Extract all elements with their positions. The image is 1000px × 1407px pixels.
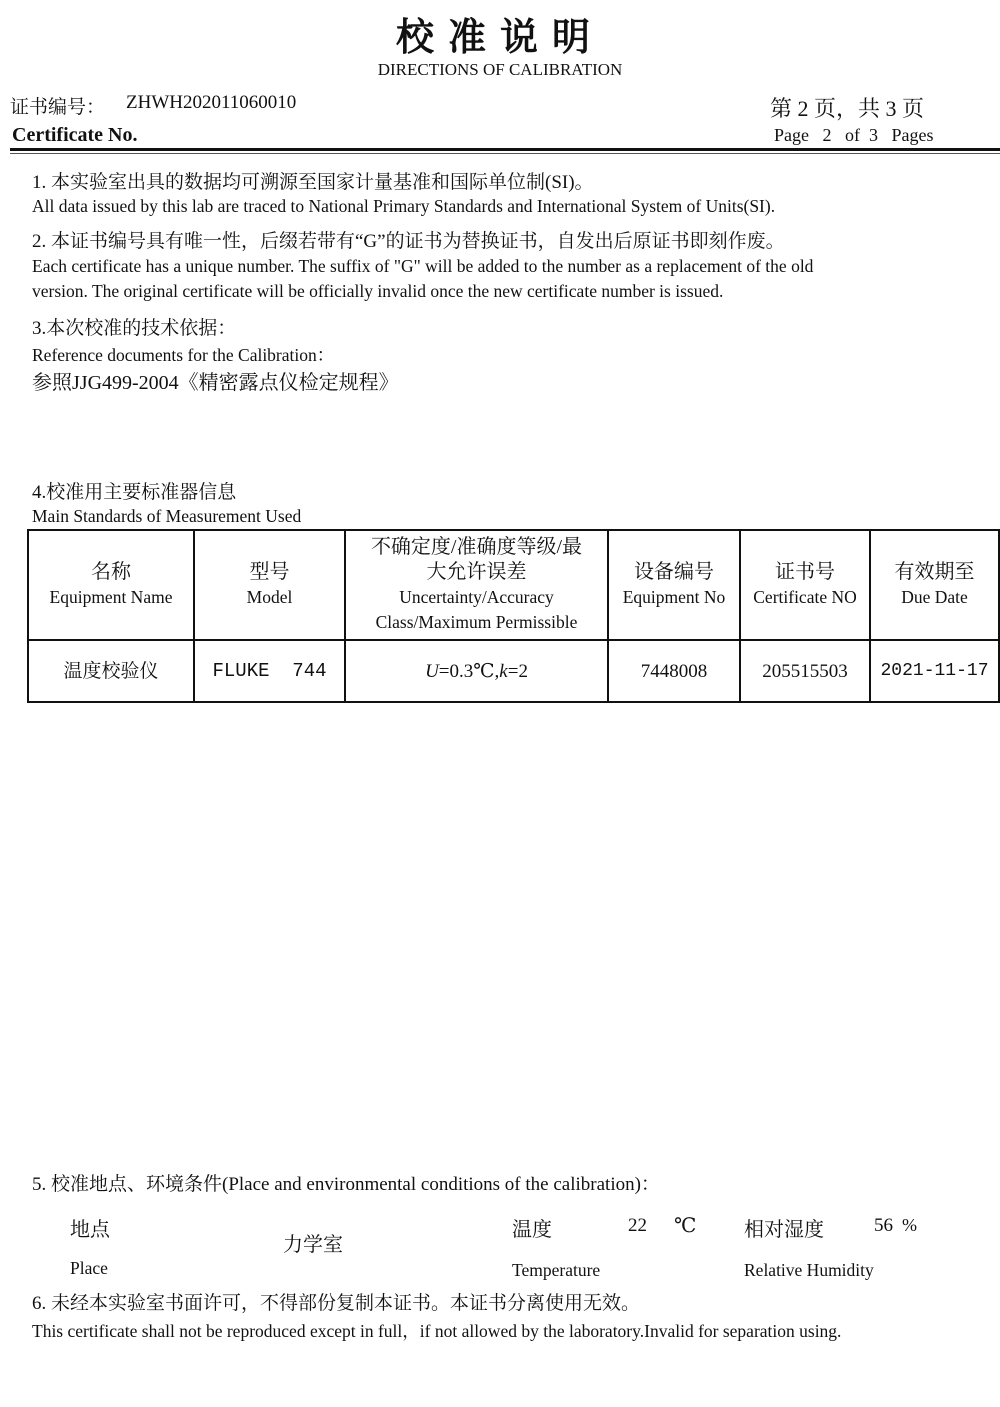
section-1-cn: 1. 本实验室出具的数据均可溯源至国家计量基准和国际单位制(SI)。	[32, 172, 594, 193]
header-divider-thin	[10, 153, 1000, 154]
section-4-en: Main Standards of Measurement Used	[32, 506, 302, 526]
humidity-value: 56	[874, 1215, 893, 1236]
section-3-cn: 3.本次校准的技术依据：	[32, 318, 237, 339]
section-1-en: All data issued by this lab are traced to National Primary Standards and International System of Units(SI).	[32, 196, 776, 216]
cell-model: FLUKE 744	[194, 640, 345, 702]
header-equipment-name: 名称 Equipment Name	[28, 530, 194, 640]
place-label-en: Place	[70, 1258, 108, 1278]
section-4-cn: 4.校准用主要标准器信息	[32, 482, 237, 503]
humidity-label-cn: 相对湿度	[744, 1219, 824, 1241]
header-divider	[10, 148, 1000, 151]
section-3-reference: 参照JJG499-2004《精密露点仪检定规程》	[32, 372, 399, 394]
section-3-en: Reference documents for the Calibration：	[32, 345, 335, 365]
standards-table	[27, 529, 1000, 703]
temperature-label-cn: 温度	[512, 1219, 552, 1241]
section-5-title: 5. 校准地点、环境条件(Place and environmental conditions of the calibration)：	[32, 1174, 660, 1195]
header-due-date: 有效期至 Due Date	[870, 530, 999, 640]
section-2-en-line-2: version. The original certificate will be officially invalid once the new certificate number is issued.	[32, 281, 724, 301]
page-indicator-en: Page 2 of 3 Pages	[774, 125, 934, 145]
cell-certificate-no: 205515503	[740, 640, 870, 702]
section-2-cn: 2. 本证书编号具有唯一性，后缀若带有“G”的证书为替换证书，自发出后原证书即刻作废。	[32, 231, 785, 252]
header-equipment-no: 设备编号 Equipment No	[608, 530, 740, 640]
table-header-row	[28, 530, 999, 640]
page-indicator-cn: 第 2 页，共 3 页	[770, 96, 925, 121]
header-certificate-no: 证书号 Certificate NO	[740, 530, 870, 640]
header-model: 型号 Model	[194, 530, 345, 640]
certificate-label-en: Certificate No.	[12, 124, 138, 146]
humidity-unit: %	[902, 1215, 917, 1235]
humidity-label-en: Relative Humidity	[744, 1260, 874, 1280]
header-uncertainty: 不确定度/准确度等级/最大允许误差 Uncertainty/Accuracy Class/Maximum Permissible	[345, 530, 608, 640]
place-value: 力学室	[283, 1234, 343, 1256]
page-title: 校准说明	[395, 17, 604, 59]
cell-due-date: 2021-11-17	[870, 640, 999, 702]
section-6-en: This certificate shall not be reproduced except in full，if not allowed by the laboratory.Invalid for separation using.	[32, 1321, 842, 1341]
temperature-unit: ℃	[674, 1215, 697, 1237]
section-2-en-line-1: Each certificate has a unique number. The suffix of "G" will be added to the number as a replacement of the old	[32, 256, 814, 276]
certificate-number: ZHWH202011060010	[126, 92, 297, 113]
table-row	[28, 640, 999, 702]
cell-equipment-name: 温度校验仪	[28, 640, 194, 702]
place-label-cn: 地点	[70, 1219, 110, 1241]
cell-uncertainty: U=0.3℃,k=2	[345, 640, 608, 702]
page-subtitle: DIRECTIONS OF CALIBRATION	[377, 60, 623, 79]
temperature-value: 22	[628, 1215, 647, 1236]
temperature-label-en: Temperature	[512, 1260, 601, 1280]
section-6-cn: 6. 未经本实验室书面许可，不得部份复制本证书。本证书分离使用无效。	[32, 1293, 641, 1314]
certificate-label-cn: 证书编号：	[10, 97, 106, 118]
cell-equipment-no: 7448008	[608, 640, 740, 702]
